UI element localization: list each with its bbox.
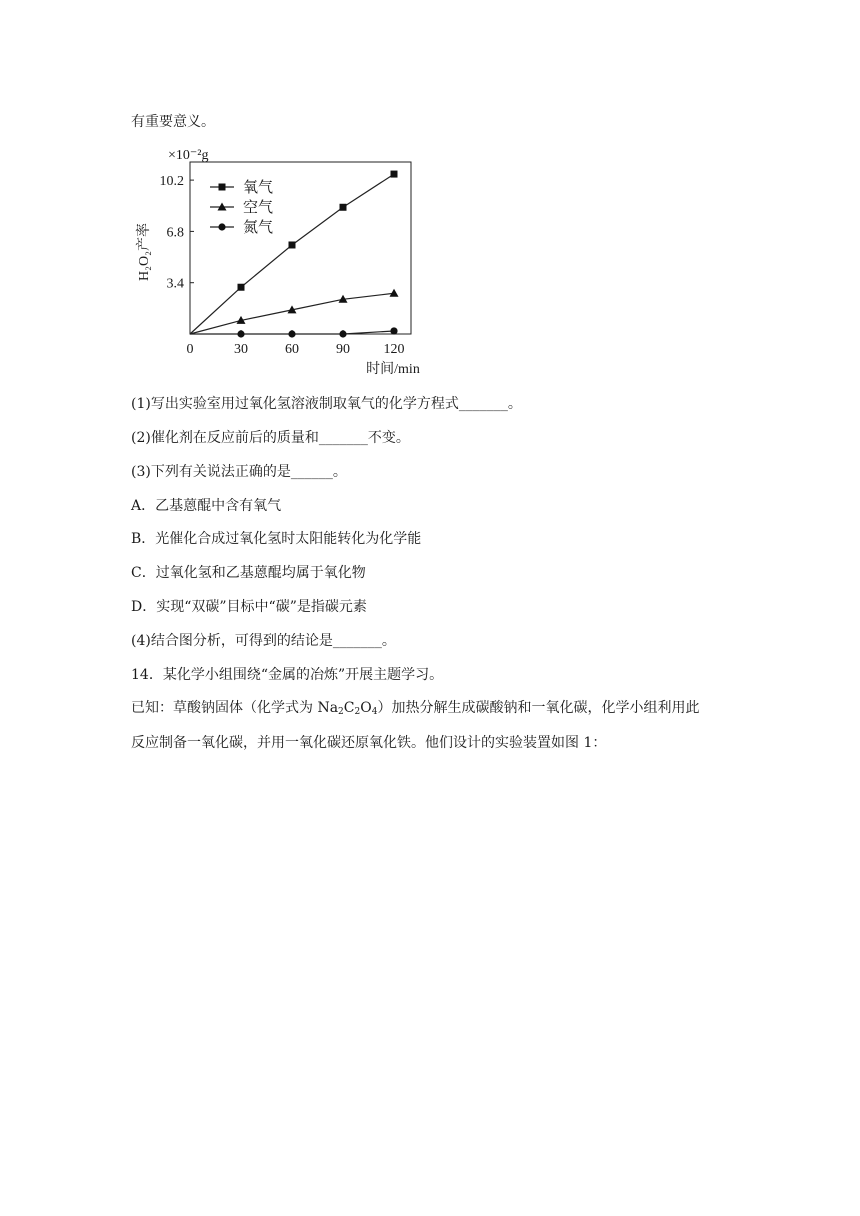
data-point-square xyxy=(391,171,398,178)
y-tick-label: 3.4 xyxy=(166,276,184,292)
data-point-triangle xyxy=(390,289,399,297)
question-2: (2)催化剂在反应前后的质量和_______不变。 xyxy=(131,430,410,446)
x-tick-label: 30 xyxy=(234,342,248,357)
legend-label: 氮气 xyxy=(243,220,274,236)
data-point-circle xyxy=(288,330,295,337)
legend-label: 氧气 xyxy=(243,180,274,196)
chart-svg xyxy=(128,142,428,382)
option-c: C．过氧化氢和乙基蒽醌均属于氧化物 xyxy=(131,565,366,581)
problem-14-known: 已知：草酸钠固体（化学式为 $Na_2C_2O_4$）加热分解生成碳酸钠和一氧化碳，化学小组利用此 xyxy=(131,700,700,717)
data-point-circle xyxy=(390,327,397,334)
data-point-circle xyxy=(237,330,244,337)
x-tick-label: 90 xyxy=(336,342,350,357)
unit-label: ×10⁻²g xyxy=(168,148,209,163)
data-point-square xyxy=(340,204,347,211)
x-axis-label: 时间/min xyxy=(366,362,420,377)
option-d: D．实现“双碳”目标中“碳”是指碳元素 xyxy=(131,599,367,615)
legend-marker-circle xyxy=(218,223,225,230)
x-tick-label: 60 xyxy=(285,342,299,357)
legend-marker-square xyxy=(219,184,226,191)
h2o2-yield-chart xyxy=(128,142,428,382)
x-tick-label: 120 xyxy=(383,342,405,357)
data-point-square xyxy=(289,241,296,248)
y-axis-label: H₂O₂产率 xyxy=(137,223,152,281)
y-tick-label: 10.2 xyxy=(159,174,184,190)
series-line-triangle xyxy=(190,293,394,334)
x-tick-label: 0 xyxy=(186,342,194,357)
option-a: A．乙基蒽醌中含有氧气 xyxy=(131,498,282,514)
data-point-square xyxy=(238,284,245,291)
question-4: (4)结合图分析，可得到的结论是_______。 xyxy=(131,633,396,649)
y-tick-label: 6.8 xyxy=(166,225,184,241)
legend-label: 空气 xyxy=(243,200,274,216)
data-point-circle xyxy=(339,330,346,337)
lead-text: 有重要意义。 xyxy=(131,114,215,130)
option-b: B．光催化合成过氧化氢时太阳能转化为化学能 xyxy=(131,531,422,547)
question-1: (1)写出实验室用过氧化氢溶液制取氧气的化学方程式_______。 xyxy=(131,396,522,412)
problem-14-line3: 反应制备一氧化碳，并用一氧化碳还原氧化铁。他们设计的实验装置如图 1： xyxy=(131,735,607,751)
problem-14-title: 14．某化学小组围绕“金属的冶炼”开展主题学习。 xyxy=(131,667,444,683)
question-3: (3)下列有关说法正确的是______。 xyxy=(131,464,347,480)
